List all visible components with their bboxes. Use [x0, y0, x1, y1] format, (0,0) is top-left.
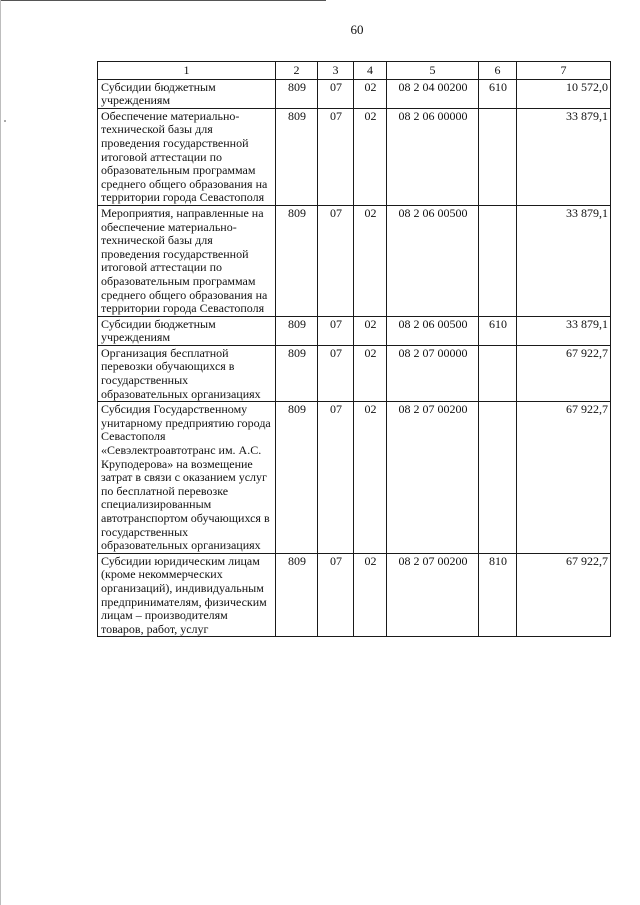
- row-name-cell: Обеспечение материально-технической базы для проведения государственной итоговой аттестации по образовательным программам среднего общего образования на территории города Севастополя: [98, 108, 276, 205]
- header-col-1: 1: [98, 62, 276, 80]
- budget-table: [97, 61, 611, 637]
- row-amount-cell: 67 922,7: [517, 402, 611, 554]
- header-col-2: 2: [276, 62, 318, 80]
- table-row: [98, 553, 611, 637]
- row-vr-cell: [479, 345, 517, 401]
- row-amount-cell: 33 879,1: [517, 205, 611, 316]
- row-ved-cell: 809: [276, 316, 318, 345]
- top-rule: [0, 0, 326, 1]
- row-amount-cell: 33 879,1: [517, 316, 611, 345]
- row-pr-cell: 02: [354, 108, 387, 205]
- row-name-cell: Мероприятия, направленные на обеспечение материально-технической базы для проведения государственной итоговой аттестации по образовательным программам среднего общего образования на территории города Севастополя: [98, 205, 276, 316]
- scan-speck: [4, 120, 6, 122]
- row-ved-cell: 809: [276, 345, 318, 401]
- header-col-5: 5: [387, 62, 479, 80]
- row-pr-cell: 02: [354, 345, 387, 401]
- row-csr-cell: 08 2 06 00000: [387, 108, 479, 205]
- row-vr-cell: 810: [479, 553, 517, 637]
- row-csr-cell: 08 2 07 00200: [387, 402, 479, 554]
- row-vr-cell: 610: [479, 79, 517, 108]
- table-row: [98, 108, 611, 205]
- table-row: [98, 79, 611, 108]
- row-amount-cell: 33 879,1: [517, 108, 611, 205]
- row-name-cell: Субсидия Государственному унитарному предприятию города Севастополя «Севэлектроавтотранс им. А.С. Круподерова» на возмещение затрат в связи с оказанием услуг по бесплатной перевозке специализированным автотранспортом обучающихся в государственных образовательных организациях: [98, 402, 276, 554]
- row-amount-cell: 10 572,0: [517, 79, 611, 108]
- header-col-3: 3: [318, 62, 354, 80]
- row-vr-cell: 610: [479, 316, 517, 345]
- row-name-cell: Субсидии бюджетным учреждениям: [98, 316, 276, 345]
- row-vr-cell: [479, 108, 517, 205]
- row-amount-cell: 67 922,7: [517, 345, 611, 401]
- row-ved-cell: 809: [276, 402, 318, 554]
- row-rz-cell: 07: [318, 79, 354, 108]
- row-ved-cell: 809: [276, 79, 318, 108]
- row-pr-cell: 02: [354, 553, 387, 637]
- table-row: [98, 402, 611, 554]
- row-rz-cell: 07: [318, 402, 354, 554]
- row-rz-cell: 07: [318, 316, 354, 345]
- row-ved-cell: 809: [276, 205, 318, 316]
- row-ved-cell: 809: [276, 553, 318, 637]
- row-name-cell: Субсидии бюджетным учреждениям: [98, 79, 276, 108]
- page-number: 60: [350, 22, 364, 37]
- table-row: [98, 345, 611, 401]
- row-vr-cell: [479, 402, 517, 554]
- row-pr-cell: 02: [354, 402, 387, 554]
- row-rz-cell: 07: [318, 108, 354, 205]
- header-col-7: 7: [517, 62, 611, 80]
- row-name-cell: Организация бесплатной перевозки обучающихся в государственных образовательных организациях: [98, 345, 276, 401]
- table-row: [98, 316, 611, 345]
- row-csr-cell: 08 2 04 00200: [387, 79, 479, 108]
- row-amount-cell: 67 922,7: [517, 553, 611, 637]
- row-csr-cell: 08 2 07 00200: [387, 553, 479, 637]
- row-pr-cell: 02: [354, 205, 387, 316]
- row-rz-cell: 07: [318, 205, 354, 316]
- row-rz-cell: 07: [318, 345, 354, 401]
- row-csr-cell: 08 2 06 00500: [387, 316, 479, 345]
- row-name-cell: Субсидии юридическим лицам (кроме некоммерческих организаций), индивидуальным предпринимателям, физическим лицам – производителям товаров, работ, услуг: [98, 553, 276, 637]
- row-csr-cell: 08 2 06 00500: [387, 205, 479, 316]
- row-rz-cell: 07: [318, 553, 354, 637]
- row-pr-cell: 02: [354, 316, 387, 345]
- row-pr-cell: 02: [354, 79, 387, 108]
- row-vr-cell: [479, 205, 517, 316]
- header-col-6: 6: [479, 62, 517, 80]
- left-page-edge: [0, 0, 1, 905]
- row-csr-cell: 08 2 07 00000: [387, 345, 479, 401]
- header-col-4: 4: [354, 62, 387, 80]
- table-header-row: [98, 62, 611, 80]
- row-ved-cell: 809: [276, 108, 318, 205]
- table-row: [98, 205, 611, 316]
